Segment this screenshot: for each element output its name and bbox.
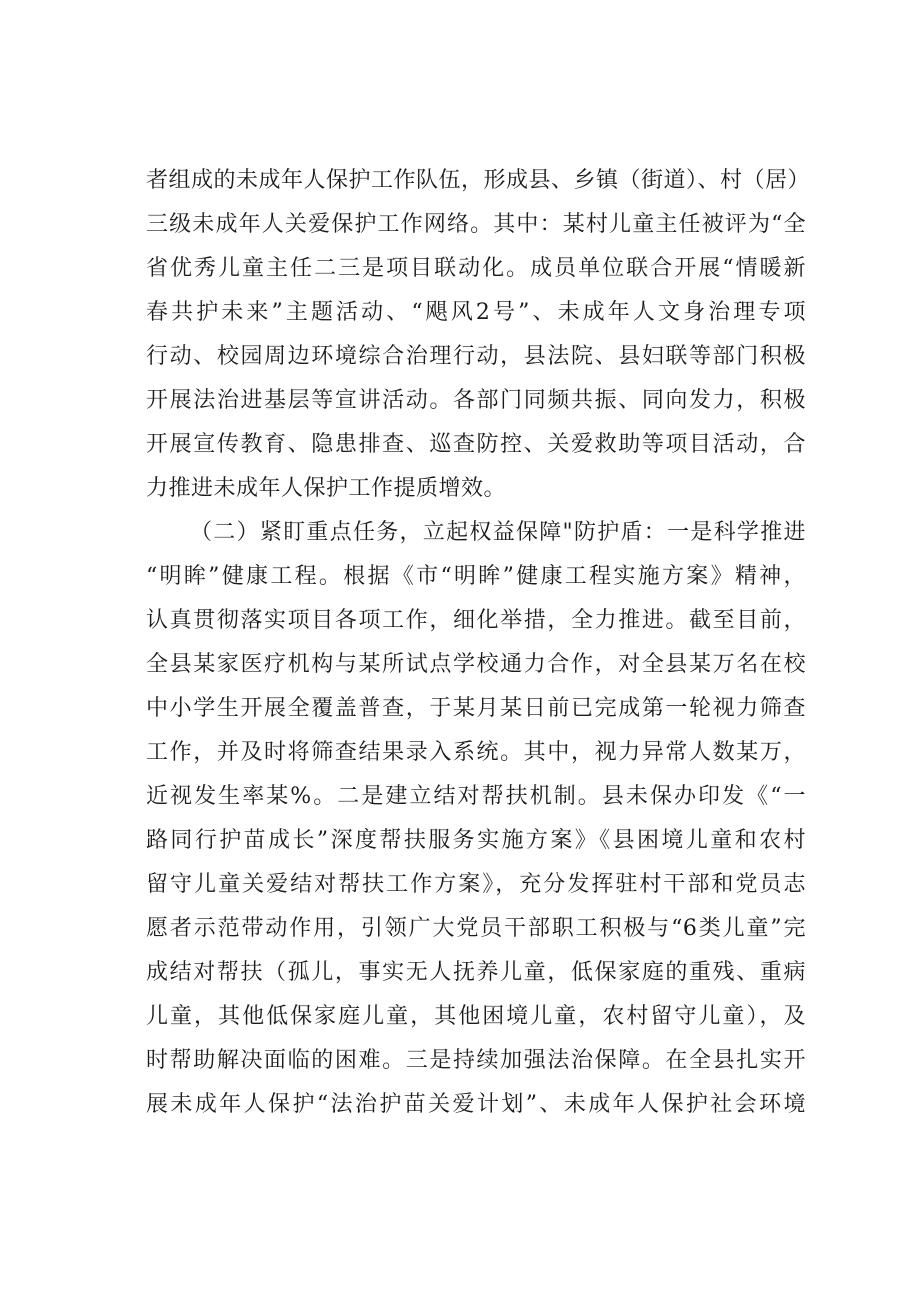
text-line-19: 成结对帮扶（孤儿，事实无人抚养儿童，低保家庭的重残、重病 <box>146 960 806 985</box>
text-line-21: 时帮助解决面临的困难。三是持续加强法治保障。在全县扎实开 <box>146 1048 806 1073</box>
text-line-22: 展未成年人保护“法治护苗关爱计划”、未成年人保护社会环境 <box>146 1092 806 1117</box>
text-line-17: 留守儿童关爱结对帮扶工作方案》，充分发挥驻村干部和党员志 <box>146 872 806 897</box>
text-line-10: “明眸”健康工程。根据《市“明眸”健康工程实施方案》精神， <box>146 564 806 589</box>
text-line-4: 春共护未来”主题活动、“飓风2号”、未成年人文身治理专项 <box>146 300 806 325</box>
text-line-16: 路同行护苗成长”深度帮扶服务实施方案》《县困境儿童和农村 <box>146 828 806 853</box>
text-line-3: 省优秀儿童主任二三是项目联动化。成员单位联合开展“情暖新 <box>146 256 806 281</box>
text-line-12: 全县某家医疗机构与某所试点学校通力合作，对全县某万名在校 <box>146 652 806 677</box>
text-line-15: 近视发生率某%。二是建立结对帮扶机制。县未保办印发《“一 <box>146 784 806 809</box>
text-line-20: 儿童，其他低保家庭儿童，其他困境儿童，农村留守儿童），及 <box>146 1004 806 1029</box>
text-line-1: 者组成的未成年人保护工作队伍，形成县、乡镇（街道）、村（居） <box>146 168 811 193</box>
text-line-13: 中小学生开展全覆盖普查，于某月某日前已完成第一轮视力筛查 <box>146 696 806 721</box>
text-line-7: 开展宣传教育、隐患排查、巡查防控、关爱救助等项目活动，合 <box>146 432 806 457</box>
text-line-18: 愿者示范带动作用，引领广大党员干部职工积极与“6类儿童”完 <box>146 916 806 941</box>
text-line-8: 力推进未成年人保护工作提质增效。 <box>146 476 507 501</box>
section-heading-line: （二）紧盯重点任务，立起权益保障"防护盾：一是科学推进 <box>190 520 806 545</box>
text-line-14: 工作，并及时将筛查结果录入系统。其中，视力异常人数某万， <box>146 740 806 765</box>
text-line-2: 三级未成年人关爱保护工作网络。其中：某村儿童主任被评为“全 <box>146 212 806 237</box>
text-line-11: 认真贯彻落实项目各项工作，细化举措，全力推进。截至目前， <box>146 608 806 633</box>
text-line-5: 行动、校园周边环境综合治理行动，县法院、县妇联等部门积极 <box>146 344 806 369</box>
text-line-6: 开展法治进基层等宣讲活动。各部门同频共振、同向发力，积极 <box>146 388 806 413</box>
